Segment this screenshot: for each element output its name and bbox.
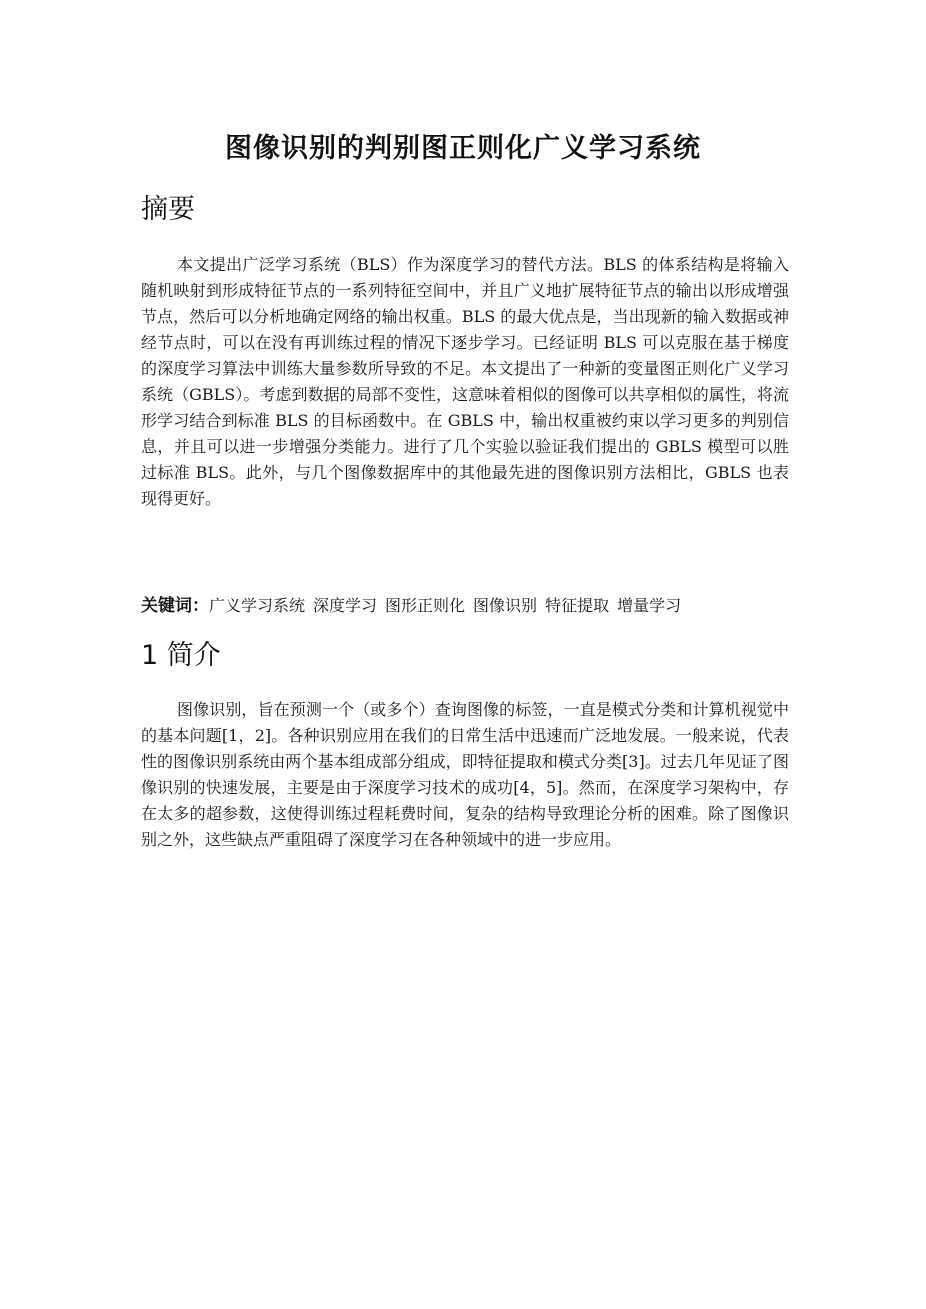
paper-title: 图像识别的判别图正则化广义学习系统 xyxy=(225,133,701,164)
section-heading-introduction: 1 简介 xyxy=(141,640,221,671)
keyword-item: 特征提取 xyxy=(545,596,610,615)
keyword-item: 广义学习系统 xyxy=(209,596,306,615)
keyword-item: 深度学习 xyxy=(313,596,378,615)
keywords-line xyxy=(141,593,801,620)
keyword-item: 增量学习 xyxy=(617,596,682,615)
abstract-paragraph: 本文提出广泛学习系统（BLS）作为深度学习的替代方法。BLS 的体系结构是将输入随机映射到形成特征节点的一系列特征空间中，并且广义地扩展特征节点的输出以形成增强节点，然后可以分析地确定网络的输出权重。BLS 的最大优点是，当出现新的输入数据或神经节点时，可以在没有再训练过程的情况下逐步学习。已经证明 BLS 可以克服在基于梯度的深度学习算法中训练大量参数所导致的不足。本文提出了一种新的变量图正则化广义学习系统（GBLS）。考虑到数据的局部不变性，这意味着相似的图像可以共享相似的属性，将流形学习结合到标准 BLS 的目标函数中。在 GBLS 中，输出权重被约束以学习更多的判别信息，并且可以进一步增强分类能力。进行了几个实验以验证我们提出的 GBLS 模型可以胜过标准 BLS。此外，与几个图像数据库中的其他最先进的图像识别方法相比，GBLS 也表现得更好。 xyxy=(141,255,789,508)
keyword-item: 图形正则化 xyxy=(385,596,466,615)
keywords-label: 关键词： xyxy=(141,596,209,616)
keyword-item: 图像识别 xyxy=(473,596,538,615)
abstract-heading: 摘要 xyxy=(141,194,195,225)
introduction-paragraph: 图像识别，旨在预测一个（或多个）查询图像的标签，一直是模式分类和计算机视觉中的基本问题[1，2]。各种识别应用在我们的日常生活中迅速而广泛地发展。一般来说，代表性的图像识别系统由两个基本组成部分组成，即特征提取和模式分类[3]。过去几年见证了图像识别的快速发展，主要是由于深度学习技术的成功[4，5]。然而，在深度学习架构中，存在太多的超参数，这使得训练过程耗费时间，复杂的结构导致理论分析的困难。除了图像识别之外，这些缺点严重阻碍了深度学习在各种领域中的进一步应用。 xyxy=(141,700,789,849)
